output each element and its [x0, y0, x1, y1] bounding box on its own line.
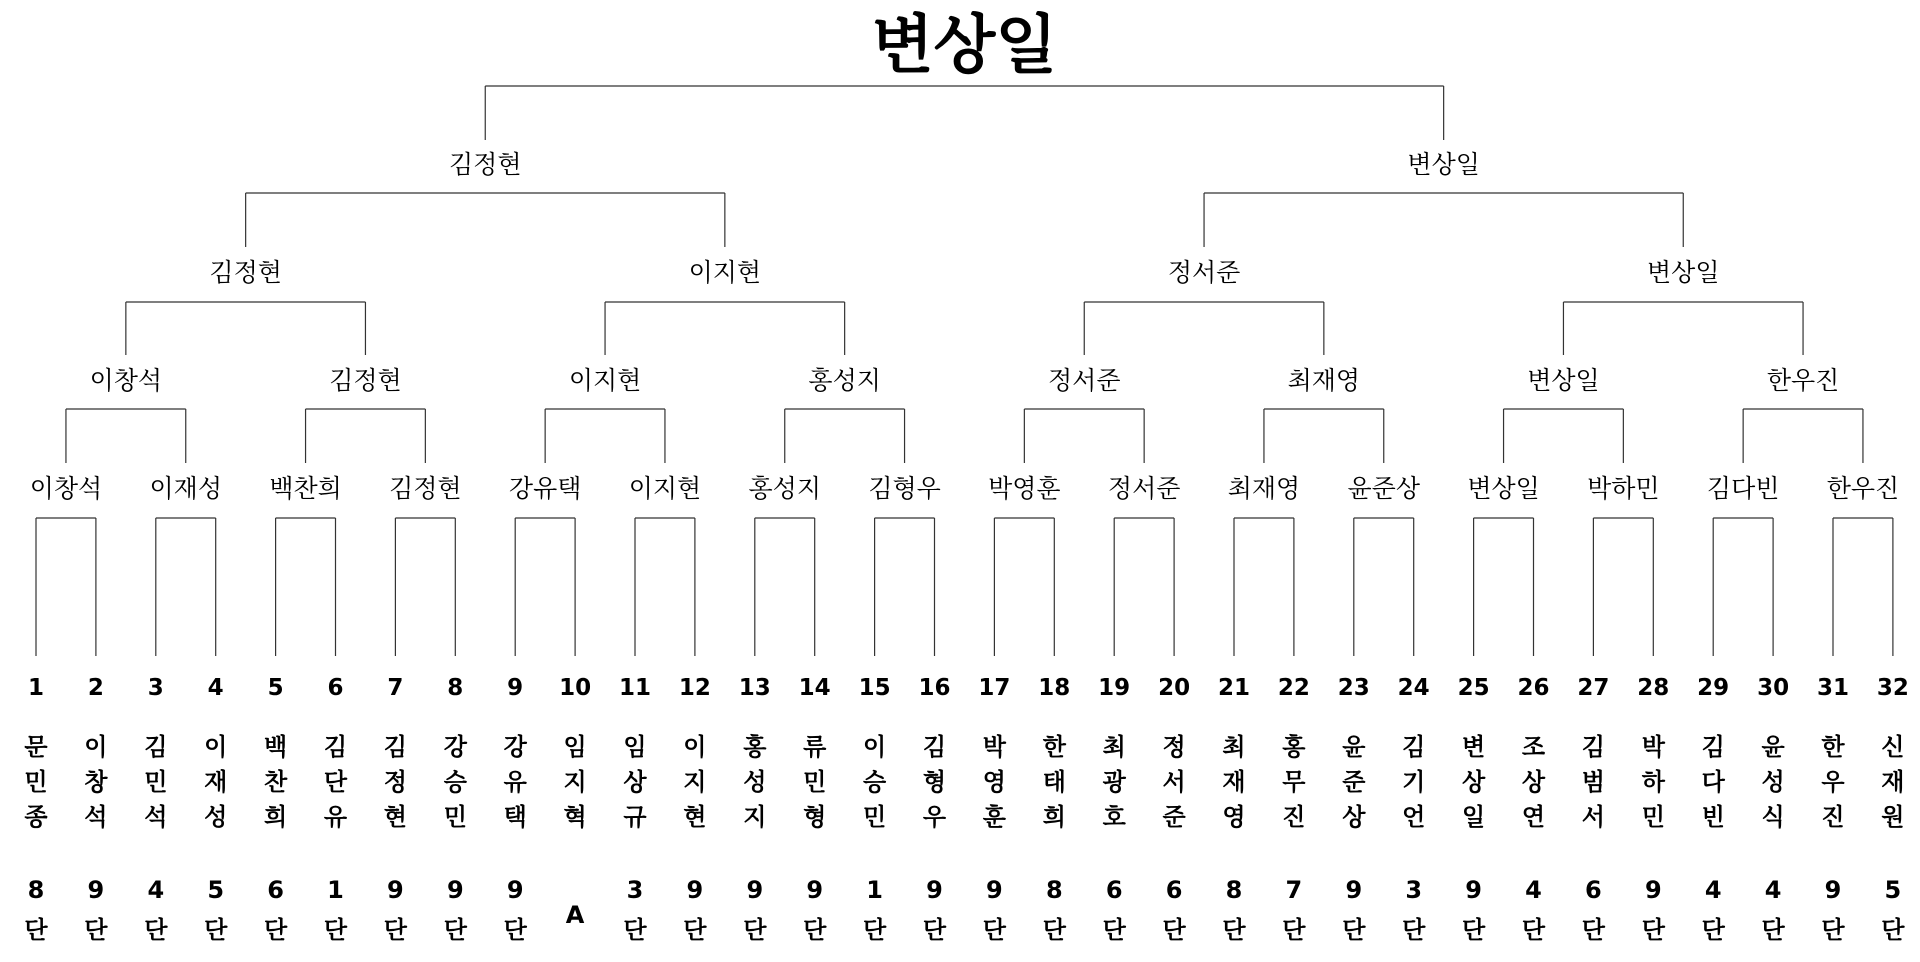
player-rank-char: 9 — [1824, 876, 1842, 904]
seed-number: 20 — [1158, 675, 1191, 701]
player-name — [1279, 730, 1309, 835]
player-name-char: 지 — [563, 768, 587, 796]
player-name-char: 준 — [1342, 768, 1366, 796]
player-rank — [979, 870, 1009, 950]
player-rank — [1399, 870, 1429, 950]
player-rank — [1818, 870, 1848, 950]
player-name-char: 종 — [24, 803, 48, 831]
seed-number: 5 — [267, 675, 284, 701]
player-rank — [560, 895, 590, 935]
player-name — [1039, 730, 1069, 835]
player-rank-char: 단 — [1162, 916, 1186, 944]
player-rank-char: 1 — [327, 876, 344, 904]
player-name-char: 서 — [1581, 803, 1605, 831]
player-name-char: 민 — [443, 803, 467, 831]
round-of-16-winner: 윤준상 — [1347, 474, 1420, 503]
player-rank-char: 8 — [1045, 876, 1063, 904]
player-rank — [500, 870, 530, 950]
player-name — [620, 730, 650, 835]
player-name-char: 한 — [1042, 733, 1066, 761]
player-rank — [1339, 870, 1369, 950]
seed-number: 31 — [1816, 675, 1850, 701]
player-name-char: 호 — [1102, 803, 1126, 831]
player-name-char: 유 — [503, 768, 527, 796]
player-rank-char: 9 — [686, 876, 704, 904]
player-name-char: 창 — [84, 768, 108, 796]
player-rank-char: 단 — [1641, 916, 1665, 944]
player-name-char: 김 — [383, 733, 407, 761]
semifinal-winner: 이지현 — [688, 258, 762, 287]
player-rank-char: 단 — [1881, 916, 1905, 944]
player-rank-char: 단 — [1222, 916, 1246, 944]
player-name-char: 훈 — [982, 803, 1006, 831]
player-rank — [620, 870, 650, 950]
seed-number: 14 — [798, 675, 831, 701]
player-name-char: 진 — [1282, 803, 1306, 831]
player-name-char: 일 — [1462, 803, 1486, 831]
player-rank-char: 8 — [1225, 876, 1243, 904]
seed-number: 23 — [1337, 675, 1370, 701]
player-name-char: 문 — [24, 733, 48, 761]
player-rank-char: 단 — [683, 916, 707, 944]
player-rank — [1279, 870, 1309, 950]
player-name — [1099, 730, 1129, 835]
player-name — [1878, 730, 1908, 835]
player-name — [560, 730, 590, 835]
semifinal-winner: 정서준 — [1167, 258, 1241, 287]
seed-number: 6 — [327, 675, 344, 701]
player-rank — [1519, 870, 1549, 950]
player-name-char: 빈 — [1701, 803, 1725, 831]
round-of-16-winner: 김형우 — [868, 474, 941, 503]
round-of-16-winner: 변상일 — [1467, 474, 1540, 503]
player-name-char: 단 — [323, 768, 348, 796]
player-name-char: 재 — [204, 768, 228, 796]
player-rank — [800, 870, 830, 950]
player-rank-char: 3 — [1405, 876, 1423, 904]
player-name-char: 성 — [1761, 768, 1785, 796]
player-name — [979, 730, 1009, 835]
player-rank — [201, 870, 231, 950]
player-name-char: 이 — [683, 733, 707, 761]
player-name — [81, 730, 111, 835]
player-name — [21, 730, 51, 835]
player-name-char: 승 — [443, 768, 467, 796]
player-name — [860, 730, 890, 835]
player-name-char: 택 — [503, 803, 527, 831]
player-rank — [860, 870, 890, 950]
player-name-char: 백 — [264, 733, 288, 761]
player-rank-char: 단 — [443, 916, 467, 944]
player-rank-char: 4 — [1764, 876, 1782, 904]
player-name-char: 김 — [323, 733, 348, 761]
player-name-char: 현 — [383, 803, 407, 831]
player-name — [680, 730, 710, 835]
player-name-char: 민 — [144, 768, 168, 796]
seed-number: 18 — [1038, 675, 1071, 701]
player-name-char: 변 — [1462, 733, 1486, 761]
player-name-char: 석 — [84, 803, 108, 831]
player-name-char: 우 — [1821, 768, 1845, 796]
round-of-16-winner: 박하민 — [1587, 474, 1660, 503]
player-rank-char: 단 — [1342, 916, 1366, 944]
player-name-char: 영 — [982, 768, 1006, 796]
player-name-char: 태 — [1042, 768, 1066, 796]
player-rank-char: 9 — [1644, 876, 1662, 904]
player-name-char: 연 — [1521, 803, 1546, 831]
seed-number: 26 — [1517, 675, 1550, 701]
player-rank — [1578, 870, 1608, 950]
player-name-char: 신 — [1881, 733, 1905, 761]
player-name-char: 지 — [683, 768, 707, 796]
seed-number: 7 — [387, 675, 404, 701]
player-name — [201, 730, 231, 835]
seed-number: 22 — [1277, 675, 1310, 701]
player-name-char: 형 — [803, 803, 827, 831]
seed-number: 24 — [1397, 675, 1430, 701]
seed-number: 29 — [1697, 675, 1730, 701]
player-name-char: 원 — [1881, 803, 1905, 831]
round-of-16-winner: 백찬희 — [269, 474, 342, 503]
semifinal-winner: 변상일 — [1647, 258, 1720, 287]
player-name — [920, 730, 950, 835]
player-name-char: 준 — [1162, 803, 1186, 831]
player-rank — [920, 870, 950, 950]
player-name-char: 정 — [1162, 733, 1186, 761]
seed-number: 1 — [27, 675, 45, 701]
seed-number: 15 — [858, 675, 891, 701]
player-name-char: 지 — [743, 803, 767, 831]
player-name-char: 희 — [264, 803, 288, 831]
player-rank — [21, 870, 51, 950]
player-rank-char: 단 — [1102, 916, 1126, 944]
player-rank-char: 단 — [84, 916, 108, 944]
player-name — [380, 730, 410, 835]
player-rank-char: 단 — [503, 916, 527, 944]
player-name-char: 형 — [922, 768, 947, 796]
seed-number: 30 — [1757, 675, 1790, 701]
player-rank-char: 단 — [323, 916, 348, 944]
player-rank-char: 단 — [1701, 916, 1725, 944]
player-name — [1399, 730, 1429, 835]
player-name-char: 민 — [24, 768, 48, 796]
player-rank-char: 6 — [1165, 876, 1183, 904]
player-name-char: 서 — [1162, 768, 1186, 796]
quarterfinal-winner: 이지현 — [568, 366, 642, 395]
round-of-16-winner: 이지현 — [628, 474, 702, 503]
round-of-16-winner: 정서준 — [1107, 474, 1181, 503]
player-name — [321, 730, 351, 835]
player-name-char: 상 — [1342, 803, 1366, 831]
quarterfinal-winner: 최재영 — [1287, 366, 1361, 395]
player-name — [1698, 730, 1728, 835]
player-name — [1578, 730, 1608, 835]
player-name-char: 성 — [204, 803, 228, 831]
player-name-char: 김 — [144, 733, 168, 761]
round-of-16-winner: 이재성 — [149, 474, 222, 503]
player-name-char: 박 — [1641, 733, 1665, 761]
player-name — [1339, 730, 1369, 835]
player-name-char: 혁 — [563, 803, 587, 831]
player-rank — [680, 870, 710, 950]
player-rank-char: 단 — [204, 916, 228, 944]
player-rank — [321, 870, 351, 950]
round-of-16-winner: 홍성지 — [748, 474, 821, 503]
player-rank-char: 6 — [1585, 876, 1602, 904]
player-name-char: 박 — [982, 733, 1006, 761]
seed-number: 4 — [207, 675, 224, 701]
player-name-char: 정 — [383, 768, 407, 796]
player-name — [500, 730, 530, 835]
player-rank-char: 단 — [982, 916, 1006, 944]
seed-number: 13 — [738, 675, 771, 701]
seed-number: 8 — [447, 675, 464, 701]
player-name-char: 임 — [563, 733, 587, 761]
player-rank-char: 단 — [863, 916, 887, 944]
player-rank-char: A — [565, 901, 585, 929]
player-name-char: 김 — [922, 733, 947, 761]
player-name-char: 식 — [1761, 803, 1785, 831]
player-name — [800, 730, 830, 835]
quarterfinal-winner: 정서준 — [1048, 366, 1121, 395]
seed-number: 3 — [147, 675, 164, 701]
round-of-16-winner: 김다빈 — [1706, 474, 1780, 503]
player-rank-char: 6 — [1105, 876, 1123, 904]
player-name-char: 김 — [1402, 733, 1426, 761]
player-rank — [1099, 870, 1129, 950]
player-name-char: 김 — [1701, 733, 1725, 761]
player-name-char: 희 — [1042, 803, 1066, 831]
semifinal-winner: 김정현 — [209, 258, 282, 287]
player-rank — [1039, 870, 1069, 950]
player-rank-char: 단 — [1402, 916, 1426, 944]
round-of-16-winner: 김정현 — [389, 474, 462, 503]
seed-number: 2 — [87, 675, 104, 701]
player-name-char: 언 — [1402, 803, 1426, 831]
player-rank-char: 7 — [1285, 876, 1303, 904]
player-name-char: 강 — [503, 733, 527, 761]
seed-number: 32 — [1876, 675, 1909, 701]
player-rank — [1698, 870, 1728, 950]
player-rank — [380, 870, 410, 950]
player-name — [261, 730, 291, 835]
player-name-char: 임 — [623, 733, 647, 761]
player-rank-char: 단 — [1581, 916, 1605, 944]
player-rank-char: 9 — [387, 876, 404, 904]
seed-number: 10 — [559, 675, 592, 701]
player-name-char: 이 — [204, 733, 228, 761]
player-name-char: 재 — [1222, 768, 1246, 796]
seed-number: 21 — [1217, 675, 1251, 701]
player-name-char: 민 — [1641, 803, 1665, 831]
player-name-char: 상 — [623, 768, 647, 796]
player-rank-char: 9 — [926, 876, 943, 904]
player-rank-char: 단 — [1282, 916, 1306, 944]
player-rank-char: 1 — [866, 876, 883, 904]
player-name-char: 석 — [144, 803, 168, 831]
player-name-char: 찬 — [264, 768, 288, 796]
player-name-char: 한 — [1821, 733, 1845, 761]
player-rank-char: 4 — [1704, 876, 1722, 904]
player-rank-char: 9 — [806, 876, 824, 904]
player-rank-char: 단 — [1042, 916, 1066, 944]
quarterfinal-winner: 변상일 — [1527, 366, 1600, 395]
player-rank-char: 단 — [1761, 916, 1785, 944]
player-name-char: 현 — [683, 803, 707, 831]
player-rank-char: 단 — [383, 916, 407, 944]
seed-number: 28 — [1637, 675, 1670, 701]
player-name-char: 최 — [1102, 733, 1126, 761]
player-rank-char: 단 — [743, 916, 767, 944]
player-name-char: 류 — [803, 733, 827, 761]
finalist: 김정현 — [449, 150, 522, 179]
player-rank-char: 9 — [506, 876, 524, 904]
player-name-char: 우 — [922, 803, 947, 831]
player-name-char: 상 — [1521, 768, 1546, 796]
quarterfinal-winner: 이창석 — [89, 366, 163, 395]
player-name-char: 강 — [443, 733, 467, 761]
seed-number: 16 — [918, 675, 951, 701]
quarterfinal-winner: 김정현 — [329, 366, 402, 395]
seed-number: 17 — [978, 675, 1011, 701]
player-name-char: 민 — [863, 803, 887, 831]
player-name-char: 최 — [1222, 733, 1246, 761]
player-name-char: 홍 — [1282, 733, 1306, 761]
player-rank — [1219, 870, 1249, 950]
player-rank — [81, 870, 111, 950]
player-rank-char: 4 — [1525, 876, 1542, 904]
player-rank-char: 9 — [746, 876, 764, 904]
seed-number: 9 — [507, 675, 524, 701]
player-name — [740, 730, 770, 835]
player-rank — [440, 870, 470, 950]
player-rank — [1758, 870, 1788, 950]
player-rank — [1638, 870, 1668, 950]
round-of-16-winner: 박영훈 — [988, 474, 1061, 503]
round-of-16-winner: 이창석 — [29, 474, 103, 503]
player-rank — [1159, 870, 1189, 950]
player-rank-char: 단 — [264, 916, 288, 944]
player-rank — [740, 870, 770, 950]
player-rank-char: 단 — [24, 916, 48, 944]
player-rank-char: 단 — [1462, 916, 1486, 944]
player-rank — [1878, 870, 1908, 950]
player-name — [1638, 730, 1668, 835]
player-name-char: 이 — [863, 733, 887, 761]
player-name-char: 범 — [1581, 768, 1605, 796]
player-rank-char: 5 — [1884, 876, 1902, 904]
player-name — [440, 730, 470, 835]
player-name-char: 김 — [1581, 733, 1605, 761]
player-name-char: 이 — [84, 733, 108, 761]
seed-number: 27 — [1577, 675, 1610, 701]
player-name-char: 조 — [1521, 733, 1546, 761]
player-rank — [1459, 870, 1489, 950]
player-rank-char: 9 — [1465, 876, 1482, 904]
seed-number: 12 — [678, 675, 711, 701]
player-name-char: 재 — [1881, 768, 1905, 796]
player-rank-char: 9 — [446, 876, 464, 904]
player-name-char: 윤 — [1761, 733, 1785, 761]
player-name-char: 윤 — [1342, 733, 1366, 761]
player-rank-char: 9 — [986, 876, 1003, 904]
player-name — [141, 730, 171, 835]
player-rank — [261, 870, 291, 950]
player-rank-char: 8 — [27, 876, 45, 904]
player-name-char: 홍 — [743, 733, 767, 761]
player-rank — [141, 870, 171, 950]
player-name — [1159, 730, 1189, 835]
player-rank-char: 단 — [623, 916, 647, 944]
player-name-char: 하 — [1641, 768, 1665, 796]
player-rank-char: 9 — [87, 876, 105, 904]
player-name-char: 상 — [1462, 768, 1486, 796]
player-name-char: 성 — [743, 768, 767, 796]
player-name-char: 기 — [1402, 768, 1426, 796]
player-name-char: 영 — [1222, 803, 1246, 831]
player-name-char: 광 — [1102, 768, 1126, 796]
finalist: 변상일 — [1407, 150, 1480, 179]
player-name-char: 유 — [323, 803, 348, 831]
player-rank-char: 5 — [207, 876, 225, 904]
player-name-char: 다 — [1701, 768, 1725, 796]
player-name — [1459, 730, 1489, 835]
player-name-char: 진 — [1821, 803, 1845, 831]
player-rank-char: 4 — [147, 876, 165, 904]
player-name-char: 규 — [623, 803, 647, 831]
round-of-16-winner: 강유택 — [508, 474, 582, 503]
round-of-16-winner: 한우진 — [1826, 474, 1900, 503]
seed-number: 25 — [1457, 675, 1490, 701]
player-rank-char: 6 — [267, 876, 284, 904]
quarterfinal-winner: 한우진 — [1766, 366, 1840, 395]
player-name — [1219, 730, 1249, 835]
player-rank-char: 단 — [1521, 916, 1546, 944]
player-rank-char: 단 — [144, 916, 168, 944]
player-name-char: 무 — [1282, 768, 1306, 796]
round-of-16-winner: 최재영 — [1227, 474, 1301, 503]
quarterfinal-winner: 홍성지 — [808, 366, 881, 395]
player-rank-char: 9 — [1345, 876, 1363, 904]
player-name — [1758, 730, 1788, 835]
player-rank-char: 3 — [626, 876, 644, 904]
player-name — [1519, 730, 1549, 835]
champion-name: 변상일 — [871, 9, 1058, 83]
player-name-char: 민 — [803, 768, 827, 796]
player-rank-char: 단 — [922, 916, 947, 944]
seed-number: 19 — [1098, 675, 1131, 701]
player-rank-char: 단 — [1821, 916, 1845, 944]
player-rank-char: 단 — [803, 916, 827, 944]
player-name-char: 승 — [863, 768, 887, 796]
player-name — [1818, 730, 1848, 835]
seed-number: 11 — [618, 675, 652, 701]
